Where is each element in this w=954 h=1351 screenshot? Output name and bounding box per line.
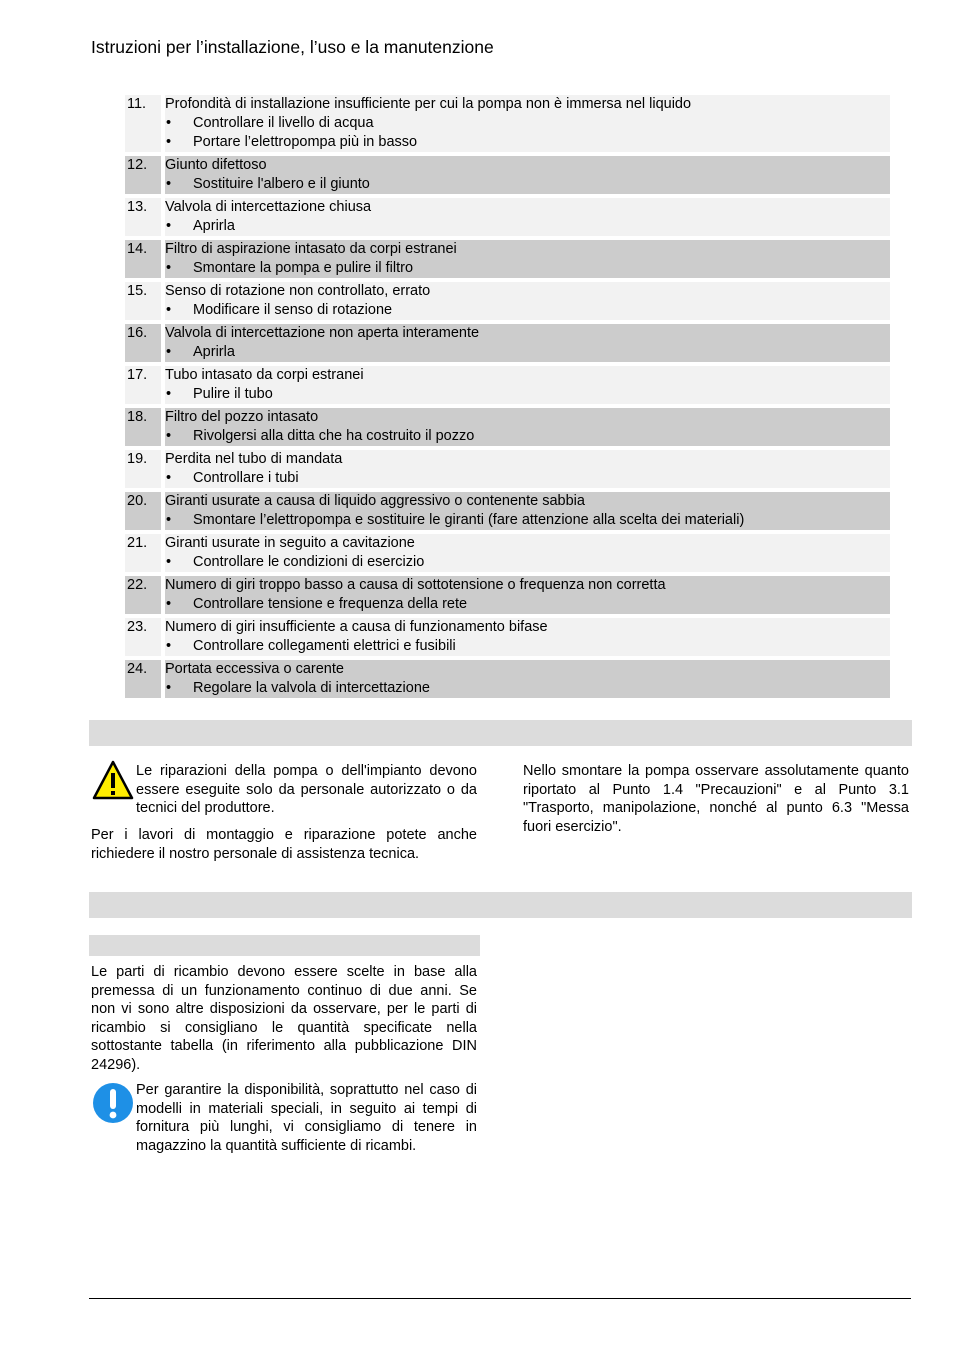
table-row [125, 324, 890, 362]
spare-parts-note-text: Per garantire la disponibilità, soprattutto nel caso di modelli in materiali speciali, in seguito ai tempi di fornitura più lunghi, vi consigliamo di tenere in magazzino la quantità sufficiente di ricambi. [136, 1082, 477, 1154]
remedy-list-item [165, 133, 890, 152]
table-row [125, 366, 890, 404]
remedy-list-item [165, 175, 890, 194]
table-row [125, 450, 890, 488]
remedy-text: Smontare la pompa e pulire il filtro [193, 260, 414, 276]
remedy-text: Rivolgersi alla ditta che ha costruito il pozzo [193, 428, 475, 444]
remedy-text: Aprirla [193, 344, 235, 360]
bullet-icon: • [166, 302, 172, 318]
bullet-icon: • [166, 134, 172, 150]
row-content [165, 660, 890, 698]
table-row [125, 408, 890, 446]
row-content [165, 324, 890, 362]
cause-title: Giunto difettoso [165, 157, 267, 173]
cause-title: Numero di giri insufficiente a causa di funzionamento bifase [165, 619, 548, 635]
remedy-text: Pulire il tubo [193, 386, 273, 402]
cause-title: Valvola di intercettazione non aperta interamente [165, 325, 480, 341]
table-row [125, 95, 890, 152]
bullet-icon: • [166, 470, 172, 486]
cause-title: Filtro di aspirazione intasato da corpi estranei [165, 241, 457, 257]
section-heading-bar-repair [89, 720, 912, 746]
row-content [165, 408, 890, 446]
row-number: 16. [125, 324, 161, 362]
cause-title: Giranti usurate a causa di liquido aggressivo o contenente sabbia [165, 493, 585, 509]
cause-title: Giranti usurate in seguito a cavitazione [165, 535, 415, 551]
info-exclamation-icon [92, 1082, 134, 1124]
remedy-list-item [165, 385, 890, 404]
page-header-title: Istruzioni per l’installazione, l’uso e la manutenzione [91, 37, 494, 57]
remedy-list-item [165, 595, 890, 614]
cause-title: Filtro del pozzo intasato [165, 409, 319, 425]
remedy-text: Controllare il livello di acqua [193, 115, 374, 131]
row-number: 12. [125, 156, 161, 194]
row-content [165, 534, 890, 572]
remedy-list-item [165, 469, 890, 488]
remedy-list-item [165, 679, 890, 698]
section-heading-bar-spare-parts [89, 892, 912, 918]
remedy-text: Regolare la valvola di intercettazione [193, 680, 430, 696]
cause-title: Portata eccessiva o carente [165, 661, 344, 677]
table-row [125, 198, 890, 236]
bullet-icon: • [166, 554, 172, 570]
warning-triangle-icon [92, 760, 134, 800]
row-content [165, 366, 890, 404]
row-number: 11. [125, 95, 161, 152]
bullet-icon: • [166, 115, 172, 131]
row-number: 23. [125, 618, 161, 656]
bullet-icon: • [166, 512, 172, 528]
row-number: 15. [125, 282, 161, 320]
row-content [165, 576, 890, 614]
row-number: 17. [125, 366, 161, 404]
remedy-text: Modificare il senso di rotazione [193, 302, 393, 318]
remedy-text: Controllare i tubi [193, 470, 299, 486]
row-content [165, 492, 890, 530]
table-row [125, 534, 890, 572]
bullet-icon: • [166, 386, 172, 402]
repair-service-text: Per i lavori di montaggio e riparazione potete anche richiedere il nostro personale di assistenza tecnica. [91, 827, 477, 862]
remedy-list-item [165, 301, 890, 320]
row-number: 20. [125, 492, 161, 530]
bullet-icon: • [166, 596, 172, 612]
row-number: 19. [125, 450, 161, 488]
bullet-icon: • [166, 176, 172, 192]
table-row [125, 660, 890, 698]
row-content [165, 618, 890, 656]
remedy-text: Controllare collegamenti elettrici e fusibili [193, 638, 456, 654]
row-number: 18. [125, 408, 161, 446]
row-number: 21. [125, 534, 161, 572]
remedy-list-item [165, 637, 890, 656]
bullet-icon: • [166, 428, 172, 444]
bullet-icon: • [166, 680, 172, 696]
cause-title: Tubo intasato da corpi estranei [165, 367, 364, 383]
repair-warning-text: Le riparazioni della pompa o dell'impianto devono essere eseguite solo da personale autorizzato o da tecnici del produttore. [136, 763, 477, 816]
remedy-list-item [165, 427, 890, 446]
table-row [125, 492, 890, 530]
cause-title: Valvola di intercettazione chiusa [165, 199, 372, 215]
bullet-icon: • [166, 638, 172, 654]
bullet-icon: • [166, 344, 172, 360]
row-number: 13. [125, 198, 161, 236]
row-content [165, 198, 890, 236]
remedy-list-item [165, 217, 890, 236]
remedy-text: Portare l’elettropompa più in basso [193, 134, 418, 150]
remedy-list-item [165, 553, 890, 572]
row-number: 24. [125, 660, 161, 698]
remedy-text: Controllare le condizioni di esercizio [193, 554, 425, 570]
cause-title: Numero di giri troppo basso a causa di sottotensione o frequenza non corretta [165, 577, 666, 593]
remedy-text: Aprirla [193, 218, 235, 234]
remedy-text: Sostituire l'albero e il giunto [193, 176, 370, 192]
table-row [125, 240, 890, 278]
remedy-list-item [165, 114, 890, 133]
remedy-text: Smontare l’elettropompa e sostituire le giranti (fare attenzione alla scelta dei materiali) [193, 512, 745, 528]
troubleshooting-table [125, 95, 890, 702]
table-row [125, 576, 890, 614]
spare-parts-intro-text: Le parti di ricambio devono essere scelte in base alla premessa di un funzionamento continuo di due anni. Se non vi sono altre disposizioni da osservare, per le parti di ricambio si consigliano le quantità specificate nella sottostante tabella (in riferimento alla pubblicazione DIN 24296). [91, 964, 477, 1073]
row-content [165, 156, 890, 194]
table-row [125, 156, 890, 194]
subsection-heading-bar-spare-parts [89, 935, 480, 956]
row-content [165, 282, 890, 320]
bullet-icon: • [166, 218, 172, 234]
cause-title: Perdita nel tubo di mandata [165, 451, 343, 467]
remedy-list-item [165, 259, 890, 278]
cause-title: Profondità di installazione insufficiente per cui la pompa non è immersa nel liquido [165, 96, 692, 112]
row-number: 14. [125, 240, 161, 278]
cause-title: Senso di rotazione non controllato, errato [165, 283, 431, 299]
footer-divider [89, 1298, 911, 1299]
table-row [125, 282, 890, 320]
remedy-text: Controllare tensione e frequenza della rete [193, 596, 468, 612]
row-content [165, 240, 890, 278]
row-content [165, 450, 890, 488]
table-row [125, 618, 890, 656]
remedy-list-item [165, 511, 890, 530]
row-content [165, 95, 890, 152]
remedy-list-item [165, 343, 890, 362]
bullet-icon: • [166, 260, 172, 276]
row-number: 22. [125, 576, 161, 614]
repair-disassembly-text: Nello smontare la pompa osservare assolutamente quanto riportato al Punto 1.4 "Precauzioni" e al Punto 3.1 "Trasporto, manipolazione, nonché al punto 6.3 "Messa fuori esercizio". [523, 763, 909, 835]
